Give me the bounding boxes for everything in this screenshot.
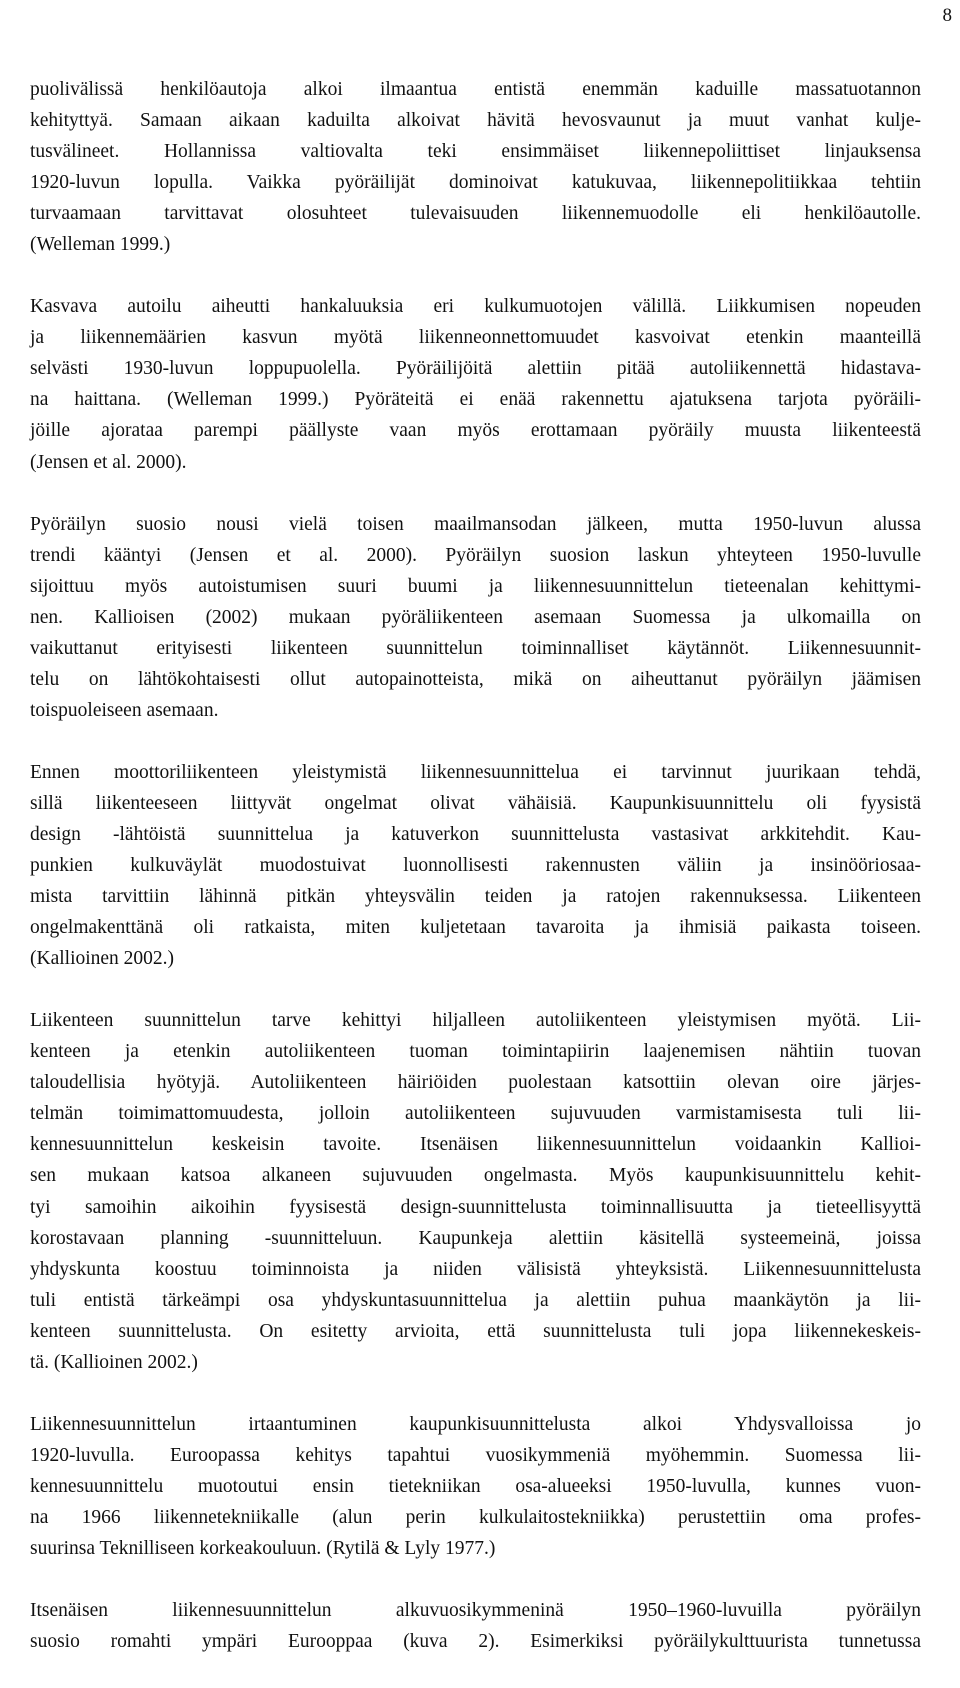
text-line: kennesuunnittelu muotoutui ensin tietekniikan osa-alueeksi 1950-luvulla, kunnes vuon- xyxy=(30,1475,921,1497)
text-line: 1920-luvulla. Euroopassa kehitys tapahtui vuosikymmeniä myöhemmin. Suomessa lii- xyxy=(30,1444,921,1466)
paragraph xyxy=(30,291,921,477)
text-line: Pyöräilyn suosio nousi vielä toisen maailmansodan jälkeen, mutta 1950-luvun alussa xyxy=(30,513,921,535)
text-line: taloudellisia hyötyjä. Autoliikenteen häiriöiden puolestaan katsottiin olevan oire järjes- xyxy=(30,1072,921,1094)
text-line: jöille ajorataa parempi päällyste vaan myös erottamaan pyöräily muusta liikenteestä xyxy=(30,420,921,442)
text-line: kehityttyä. Samaan aikaan kaduilta alkoivat hävitä hevosvaunut ja muut vanhat kulje- xyxy=(30,110,921,132)
text-line: selvästi 1930-luvun loppupuolella. Pyöräilijöitä alettiin pitää autoliikennettä hidastava- xyxy=(30,358,921,380)
text-line: puolivälissä henkilöautoja alkoi ilmaantua entistä enemmän kaduille massatuotannon xyxy=(30,79,921,100)
text-line: telu on lähtökohtaisesti ollut autopainotteista, mikä on aiheuttanut pyöräilyn jäämisen xyxy=(30,668,921,690)
text-line: na 1966 liikennetekniikalle (alun perin kulkulaitostekniikka) perustettiin oma profes- xyxy=(30,1506,921,1528)
text-line: telmän toimimattomuudesta, jolloin autoliikenteen sujuvuuden varmistamisesta tuli lii- xyxy=(30,1103,921,1125)
text-line: (Welleman 1999.) xyxy=(30,234,171,256)
text-line: sijoittuu myös autoistumisen suuri buumi ja liikennesuunnittelun tieteenalan kehittymi- xyxy=(30,575,921,597)
paragraph xyxy=(30,757,921,974)
text-line: kenteen suunnittelusta. On esitetty arvioita, että suunnittelusta tuli jopa liikennekeskeis- xyxy=(30,1320,921,1342)
text-line: 1920-luvun lopulla. Vaikka pyöräilijät dominoivat katukuvaa, liikennepolitiikkaa tehtiin xyxy=(30,172,921,194)
text-line: nen. Kallioisen (2002) mukaan pyöräliikenteen asemaan Suomessa ja ulkomailla on xyxy=(30,606,921,628)
text-line: Liikennesuunnittelun irtaantuminen kaupunkisuunnittelusta alkoi Yhdysvalloissa jo xyxy=(30,1413,921,1435)
paragraph xyxy=(30,1595,921,1657)
text-line: mista tarvittiin lähinnä pitkän yhteysvälin teiden ja ratojen rakennuksessa. Liikenteen xyxy=(30,886,921,908)
page-number: 8 xyxy=(942,5,952,26)
text-line: tuli entistä tärkeämpi osa yhdyskuntasuunnittelua ja alettiin puhua maankäytön ja lii- xyxy=(30,1289,921,1311)
text-line: Itsenäisen liikennesuunnittelun alkuvuosikymmeninä 1950–1960-luvuilla pyöräilyn xyxy=(30,1600,921,1622)
text-line: trendi kääntyi (Jensen et al. 2000). Pyöräilyn suosion laskun yhteyteen 1950-luvulle xyxy=(30,544,921,566)
text-line: Liikenteen suunnittelun tarve kehittyi hiljalleen autoliikenteen yleistymisen myötä. Lii- xyxy=(30,1010,921,1032)
text-line: tusvälineet. Hollannissa valtiovalta teki ensimmäiset liikennepoliittiset linjauksensa xyxy=(30,141,921,163)
text-line: na haittana. (Welleman 1999.) Pyöräteitä ei enää rakennettu ajatuksena tarjota pyöräili- xyxy=(30,389,921,411)
text-line: Kasvava autoilu aiheutti hankaluuksia eri kulkumuotojen välillä. Liikkumisen nopeuden xyxy=(30,296,921,318)
text-line: (Kallioinen 2002.) xyxy=(30,948,175,970)
text-line: turvaamaan tarvittavat olosuhteet tulevaisuuden liikennemuodolle eli henkilöautolle. xyxy=(30,203,921,225)
text-line: punkien kulkuväylät muodostuivat luonnollisesti rakennusten väliin ja insinööriosaa- xyxy=(30,855,921,877)
text-line: yhdyskunta koostuu toiminnoista ja niiden välisistä yhteyksistä. Liikennesuunnittelusta xyxy=(30,1258,921,1280)
paragraph xyxy=(30,1409,921,1564)
text-line: kennesuunnittelun keskeisin tavoite. Itsenäisen liikennesuunnittelun voidaankin Kallioi- xyxy=(30,1134,921,1156)
text-line: kenteen ja etenkin autoliikenteen tuoman toimintapiirin laajenemisen nähtiin tuovan xyxy=(30,1041,921,1063)
text-line: design -lähtöistä suunnittelua ja katuverkon suunnittelusta vastasivat arkkitehdit. Kau- xyxy=(30,823,921,845)
paragraph xyxy=(30,1005,921,1378)
body-text xyxy=(30,74,921,1688)
text-line: ongelmakenttänä oli ratkaista, miten kuljetetaan tavaroita ja ihmisiä paikasta toiseen. xyxy=(30,917,921,939)
text-line: suosio romahti ympäri Eurooppaa (kuva 2). Esimerkiksi pyöräilykulttuurista tunnetussa xyxy=(30,1631,921,1653)
text-line: tyi samoihin aikoihin fyysisestä design-suunnittelusta toiminnallisuutta ja tieteellisyyttä xyxy=(30,1196,921,1218)
text-line: ja liikennemäärien kasvun myötä liikenneonnettomuudet kasvoivat etenkin maanteillä xyxy=(30,327,921,349)
text-line: tä. (Kallioinen 2002.) xyxy=(30,1351,198,1373)
text-line: (Jensen et al. 2000). xyxy=(30,451,187,473)
text-line: toispuoleiseen asemaan. xyxy=(30,699,219,721)
text-line: korostavaan planning -suunnitteluun. Kaupunkeja alettiin käsitellä systeemeinä, joissa xyxy=(30,1227,921,1249)
text-line: Ennen moottoriliikenteen yleistymistä liikennesuunnittelua ei tarvinnut juurikaan tehdä, xyxy=(30,761,921,783)
text-line: sen mukaan katsoa alkaneen sujuvuuden ongelmasta. Myös kaupunkisuunnittelu kehit- xyxy=(30,1165,921,1187)
text-line: vaikuttanut erityisesti liikenteen suunnittelun toiminnalliset käytännöt. Liikennesuunnit- xyxy=(30,637,921,659)
paragraph xyxy=(30,74,921,260)
paragraph xyxy=(30,509,921,726)
text-line: suurinsa Teknilliseen korkeakouluun. (Rytilä & Lyly 1977.) xyxy=(30,1537,496,1559)
text-line: sillä liikenteeseen liittyvät ongelmat olivat vähäisiä. Kaupunkisuunnittelu oli fyysistä xyxy=(30,792,921,814)
